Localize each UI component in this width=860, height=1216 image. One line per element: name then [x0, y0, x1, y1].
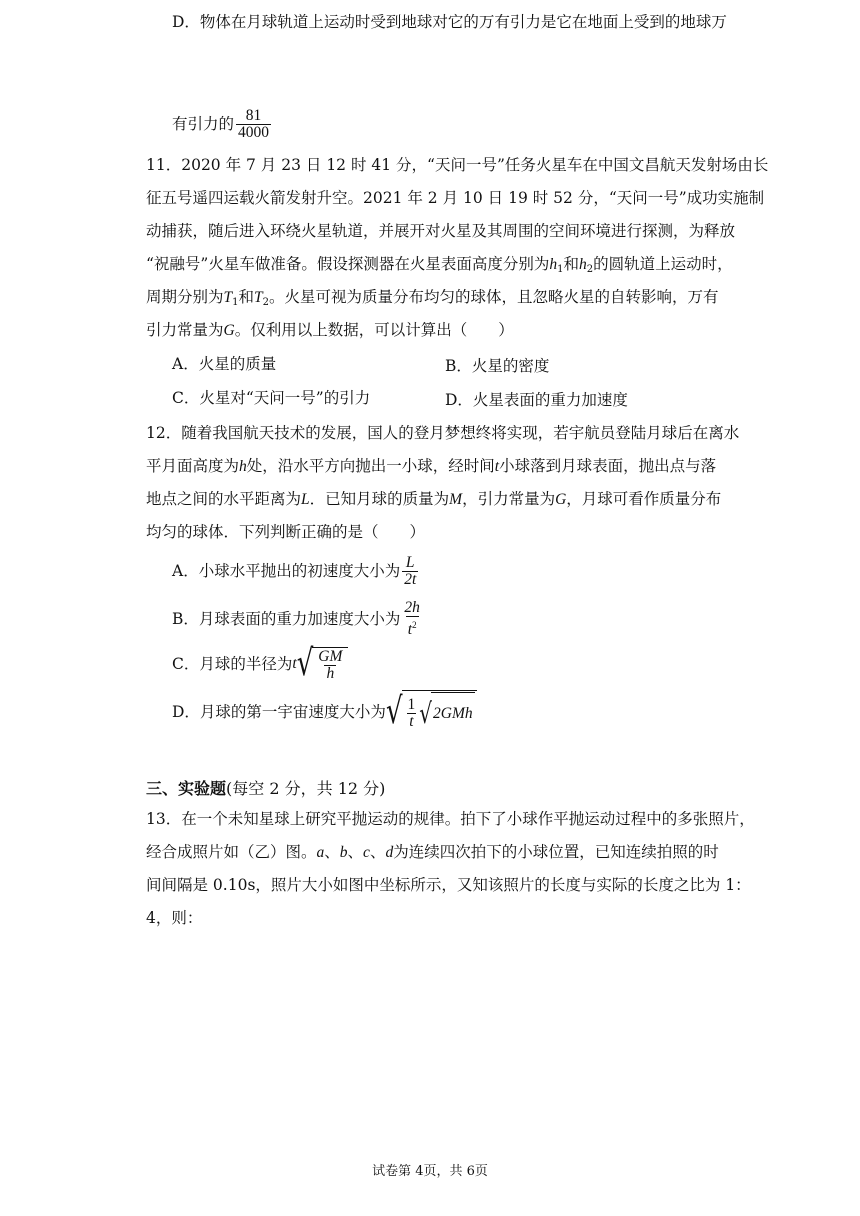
- radical-content: [402, 690, 477, 734]
- q11-line4-tail: 的圆轨道上运动时，: [593, 255, 733, 273]
- var-G-2: G: [555, 491, 567, 508]
- q12-line3a: 地点之间的水平距离为: [146, 490, 302, 508]
- q12-option-c: [172, 644, 348, 684]
- var-T1: T: [223, 289, 233, 306]
- sep2: 、: [347, 843, 364, 861]
- sqrt-inner: [419, 692, 474, 734]
- q11-line6-tail: 。仅利用以上数据，可以计算出（ ）: [234, 321, 514, 339]
- frac-den-exp: 2: [412, 620, 417, 630]
- var-t-pre: t: [292, 655, 297, 672]
- q10-fraction: [236, 108, 271, 141]
- q13-line1: 13．在一个未知星球上研究平抛运动的规律。拍下了小球作平抛运动过程中的多张照片，: [146, 810, 755, 828]
- radical-sign: √: [296, 643, 314, 685]
- q12-line4: 均匀的球体．下列判断正确的是（ ）: [146, 523, 426, 541]
- frac-num: GM: [318, 647, 343, 665]
- q11-line4-text: “祝融号”火星车做准备。假设探测器在火星表面高度分别为: [146, 255, 550, 273]
- sub-2b: 2: [262, 297, 270, 308]
- section-heading: [146, 776, 385, 799]
- q12-option-d: [172, 690, 477, 734]
- frac-den: [406, 616, 419, 638]
- sub-1: 1: [557, 264, 564, 275]
- q12-option-b-fraction: [402, 600, 422, 638]
- q12-option-c-text: C．月球的半径为: [172, 655, 293, 673]
- frac-den: h: [326, 664, 335, 682]
- q13-line4: 4，则：: [146, 909, 203, 927]
- q10-option-d-line2: [172, 104, 273, 144]
- var-d: d: [385, 844, 394, 861]
- var-h1: h: [549, 256, 558, 273]
- var-T2: T: [254, 289, 263, 306]
- q12-line2: [146, 456, 716, 477]
- radical-content-inner: [431, 692, 475, 734]
- radical-sign-inner: √: [419, 696, 433, 730]
- var-b: b: [339, 844, 348, 861]
- sub-1b: 1: [232, 297, 239, 308]
- q11-line5: [146, 287, 719, 313]
- q10-fraction-numerator: 81: [245, 106, 262, 124]
- frac-num: L: [405, 553, 415, 571]
- frac-num: 1: [407, 695, 416, 713]
- var-t: t: [494, 458, 500, 475]
- q10-fraction-denominator: 4000: [238, 123, 270, 141]
- frac-den: t: [409, 712, 414, 730]
- sep1: 、: [324, 843, 340, 861]
- section-note: (每空 2 分，共 12 分): [226, 779, 386, 798]
- q13-line2: [146, 842, 719, 863]
- q11-option-b: B．火星的密度: [445, 357, 550, 375]
- q12-option-a: [172, 553, 420, 589]
- q11-line5-tail: 。火星可视为质量分布均匀的球体，且忽略火星的自转影响，万有: [269, 288, 719, 306]
- var-h2: h: [579, 256, 587, 273]
- q11-line6: [146, 320, 514, 341]
- q11-line2: 征五号遥四运载火箭发射升空。2021 年 2 月 10 日 19 时 52 分，“天问一号”成功实施制: [146, 189, 765, 207]
- var-c: c: [363, 844, 370, 861]
- q11-option-d: D．火星表面的重力加速度: [445, 391, 628, 409]
- q12-line1: 12．随着我国航天技术的发展，国人的登月梦想终将实现，若宇航员登陆月球后在离水: [146, 424, 740, 442]
- q12-option-d-fraction: [406, 697, 418, 730]
- q11-and: 和: [563, 255, 579, 273]
- section-title: 三、实验题: [146, 779, 227, 798]
- q13-line3: 间间隔是 0.10s，照片大小如图中坐标所示，又知该照片的长度与实际的长度之比为 1：: [146, 876, 751, 894]
- q12-line3: [146, 489, 721, 510]
- q12-option-c-fraction: [316, 649, 344, 682]
- q11-option-a: A．火星的质量: [172, 355, 277, 373]
- var-a: a: [316, 844, 325, 861]
- sep3: 、: [369, 843, 386, 861]
- q12-line2a: 平月面高度为: [146, 457, 240, 475]
- var-G: G: [223, 322, 235, 339]
- q12-option-d-text: D．月球的第一宇宙速度大小为: [172, 703, 386, 721]
- q12-line3d: ，月球可看作质量分布: [566, 490, 722, 508]
- radical-sign: √: [385, 691, 403, 733]
- q12-line3c: ，引力常量为: [462, 490, 556, 508]
- q11-and-2: 和: [238, 288, 255, 306]
- q10-option-d-text: 有引力的: [172, 115, 235, 133]
- q12-option-b: [172, 600, 424, 638]
- q10-option-d-line1: D．物体在月球轨道上运动时受到地球对它的万有引力是它在地面上受到的地球万: [172, 13, 727, 31]
- q11-line4: [146, 254, 733, 280]
- q12-option-a-text: A．小球水平抛出的初速度大小为: [172, 562, 401, 580]
- sqrt-symbol: [296, 643, 349, 685]
- var-h: h: [239, 458, 247, 475]
- q13-line2b: 为连续四次拍下的小球位置，已知连续拍照的时: [393, 843, 719, 861]
- q12-line2b: 处，沿水平方向抛出一小球，经时间: [246, 457, 495, 475]
- q12-line3b: ．已知月球的质量为: [309, 490, 450, 508]
- var-L: L: [301, 491, 310, 508]
- sub-2: 2: [586, 264, 594, 275]
- q11-line5-text: 周期分别为: [146, 288, 224, 306]
- q11-line3: 动捕获，随后进入环绕火星轨道，并展开对火星及其周围的空间环境进行探测，为释放: [146, 222, 736, 240]
- frac-den: 2t: [404, 570, 417, 588]
- q11-line6-text: 引力常量为: [146, 321, 224, 339]
- var-M: M: [449, 491, 463, 508]
- q11-option-c: C．火星对“天问一号”的引力: [172, 389, 371, 407]
- frac-den-var: t: [407, 621, 413, 639]
- q11-line1: 11．2020 年 7 月 23 日 12 时 41 分，“天问一号”任务火星车在中国文昌航天发射场由长: [146, 156, 769, 174]
- q12-option-b-text: B．月球表面的重力加速度大小为: [172, 610, 401, 629]
- q12-option-a-fraction: [402, 555, 418, 588]
- sqrt-outer: [386, 690, 477, 734]
- radical-content: [312, 647, 348, 682]
- q12-line2c: 小球落到月球表面，抛出点与落: [499, 457, 717, 475]
- q13-line2a: 经合成照片如（乙）图。: [146, 843, 317, 861]
- frac-num: 2h: [404, 599, 420, 616]
- inner-expr: 2GMh: [433, 705, 473, 722]
- page-footer: 试卷第 4页，共 6页: [372, 1164, 488, 1179]
